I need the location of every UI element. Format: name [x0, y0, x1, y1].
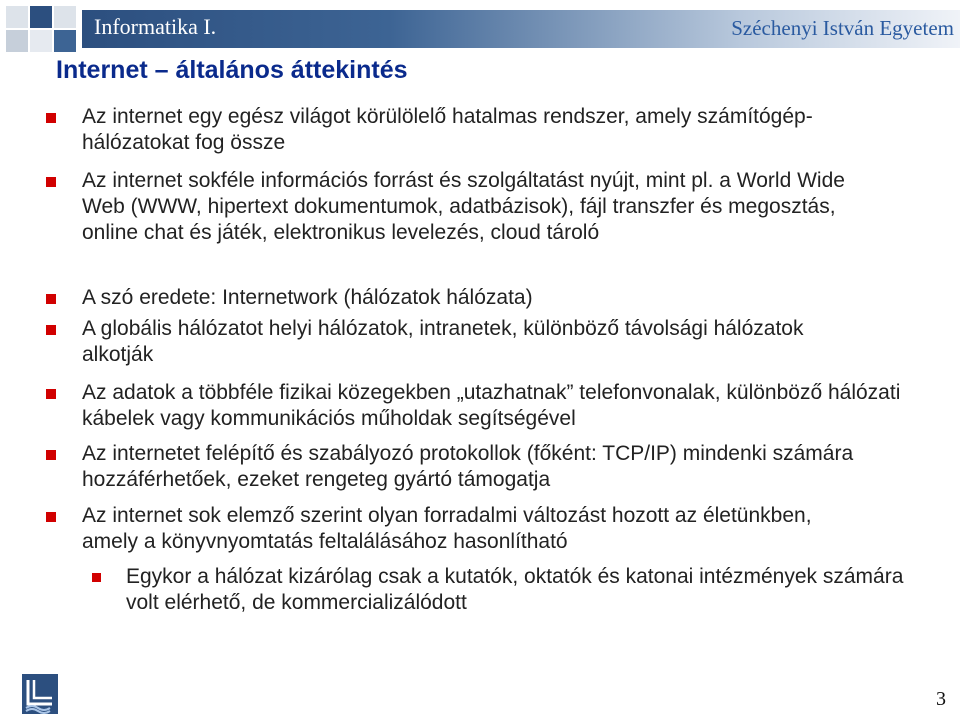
slide-header — [0, 0, 960, 58]
university-logo-icon — [22, 674, 58, 714]
university-name: Széchenyi István Egyetem — [731, 16, 954, 40]
slide-title: Internet – általános áttekintés — [56, 56, 408, 84]
list-item: Az internet sokféle információs forrást és szolgáltatást nyújt, mint pl. a World Wide Web (WWW, hipertext dokumentumok, adatbázisok), fájl transzfer és megosztás, online chat és játék, elektronikus levelezés, cloud tároló — [82, 169, 845, 244]
list-item: Az internet sok elemző szerint olyan forradalmi változást hozott az életünkben, amely a könyvnyomtatás feltalálásához hasonlítható — [82, 504, 812, 553]
bullet-icon — [46, 294, 56, 304]
bullet-icon — [46, 113, 56, 123]
sub-bullet-icon — [92, 573, 101, 582]
list-item: Az internetet felépítő és szabályozó protokollok (főként: TCP/IP) mindenki számára hozzáférhetőek, ezeket rengeteg gyártó támogatja — [82, 442, 854, 491]
list-item: Az internet egy egész világot körülölelő hatalmas rendszer, amely számítógép-hálózatokat fog össze — [82, 105, 813, 154]
list-item: Az adatok a többféle fizikai közegekben „utazhatnak” telefonvonalak, különböző hálózati kábelek vagy kommunikációs műholdak segítségével — [82, 381, 901, 430]
bullet-icon — [46, 512, 56, 522]
list-item: A szó eredete: Internetwork (hálózatok hálózata) — [82, 286, 533, 309]
bullet-icon — [46, 177, 56, 187]
decorative-squares — [0, 0, 80, 58]
bullet-icon — [46, 389, 56, 399]
bullet-icon — [46, 450, 56, 460]
course-title: Informatika I. — [94, 14, 217, 39]
page-number: 3 — [936, 688, 946, 710]
sub-list-item: Egykor a hálózat kizárólag csak a kutatók, oktatók és katonai intézmények számára volt elérhető, de kommercializálódott — [126, 565, 904, 614]
list-item: A globális hálózatot helyi hálózatok, intranetek, különböző távolsági hálózatok alkotják — [82, 317, 804, 366]
bullet-icon — [46, 325, 56, 335]
